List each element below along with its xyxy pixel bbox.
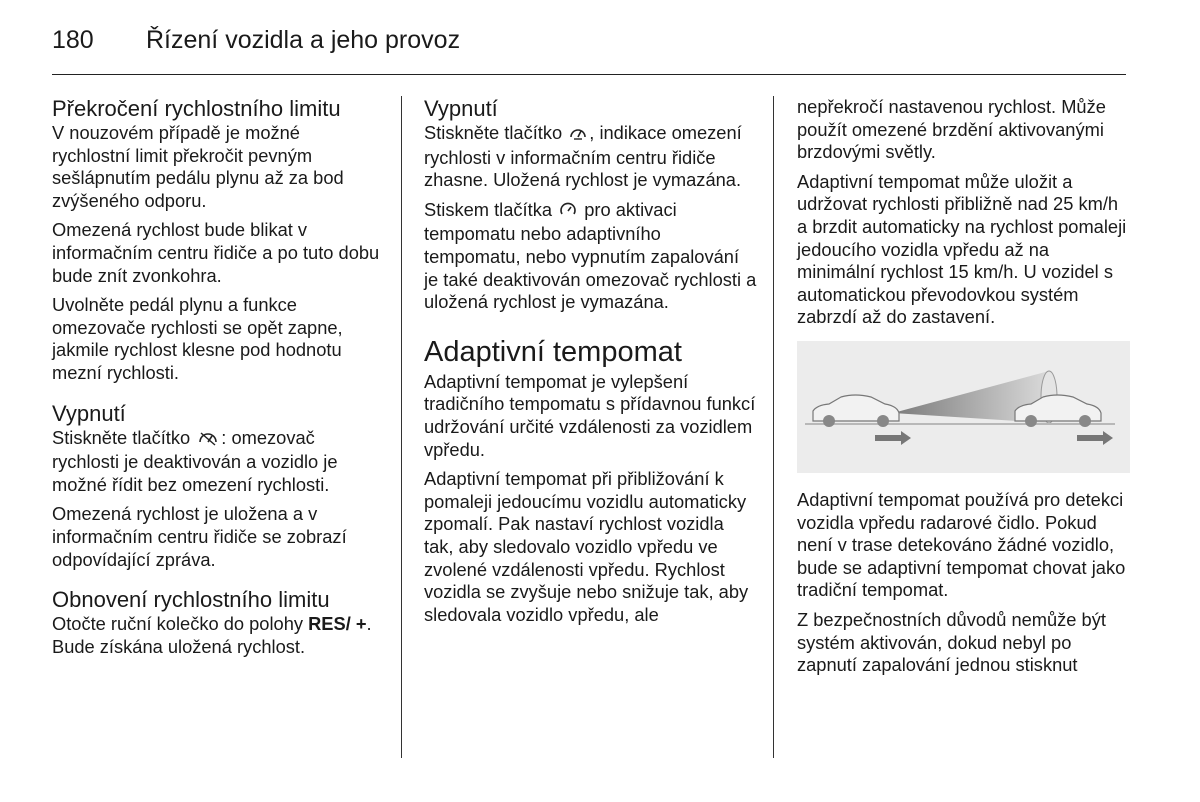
paragraph: V nouzovém případě je možné rychlostní limit překročit pevným sešlápnutím pedálu plynu až za bod zvýšeného odporu. [52,122,344,211]
page-number: 180 [52,26,94,54]
section-heading: Obnovení rychlostního limitu [52,587,330,613]
paragraph: Stiskněte tlačítko : omezovač rychlosti je deaktivován a vozidlo je možné řídit bez omezení rychlosti. [52,426,338,495]
cruise-control-icon [559,201,577,224]
direction-arrow [1077,431,1113,445]
section-heading: Vypnutí [424,96,498,121]
section-heading: Vypnutí [52,400,126,426]
column-divider [773,96,774,758]
paragraph: Stiskněte tlačítko , indikace omezení rychlosti v informačním centru řidiče zhasne. Uložená rychlost je vymazána. [424,122,742,191]
adaptive-cruise-illustration [797,341,1130,473]
column-3 [797,96,1130,684]
direction-arrow [875,431,911,445]
bold-term: RES/ + [308,613,367,635]
speed-limiter-off-icon [197,429,219,452]
page-header [52,22,1126,75]
chapter-title: Řízení vozidla a jeho provoz [146,26,461,54]
paragraph: Adaptivní tempomat je vylepšení tradičního tempomatu s přídavnou funkcí udržování určité vzdálenosti za vozidlem vpředu. [424,370,756,460]
column-1 [52,96,382,665]
column-2 [424,96,758,633]
paragraph: Otočte ruční kolečko do polohy RES/ +. Bude získána uložená rychlost. [52,613,372,657]
ego-car [813,395,899,427]
paragraph: nepřekročí nastavenou rychlost. Může použít omezené brzdění aktivovanými brzdovými světly. [797,96,1106,163]
paragraph: Stiskem tlačítka pro aktivaci tempomatu nebo adaptivního tempomatu, nebo vypnutím zapalování je také deaktivován omezovač rychlosti a uložená rychlost je vymazána. [424,198,757,313]
paragraph: Uvolněte pedál plynu a funkce omezovače rychlosti se opět zapne, jakmile rychlost klesne pod hodnotu mezní rychlosti. [52,294,343,383]
paragraph: Omezená rychlost bude blikat v informačním centru řidiče a po tuto dobu bude znít zvonkohra. [52,219,380,286]
paragraph: Adaptivní tempomat používá pro detekci vozidla vpředu radarové čidlo. Pokud není v trase detekováno žádné vozidlo, bude se adaptivní tempomat chovat jako tradiční tempomat. [797,488,1126,601]
paragraph: Z bezpečnostních důvodů nemůže být systém aktivován, dokud nebyl po zapnutí zapalování jednou stisknut [797,608,1106,676]
section-heading: Překročení rychlostního limitu [52,96,341,121]
section-title: Adaptivní tempomat [424,335,682,368]
paragraph: Adaptivní tempomat může uložit a udržovat rychlosti přibližně nad 25 km/h a brzdit automaticky na rychlost pomaleji jedoucího vozidla vpředu až na minimální rychlost 15 km/h. U vozidel s automatickou převodovkou systém zabrzdí až do zastavení. [797,170,1127,328]
column-divider [401,96,402,758]
speed-limiter-icon [569,124,587,147]
paragraph: Adaptivní tempomat při přibližování k pomaleji jedoucímu vozidlu automaticky zpomalí. Pak nastaví rychlost vozidla tak, aby sledovalo vozidlo vpředu ve zvolené vzdálenosti vpředu. Rychlost vozidla se zvyšuje nebo snižuje tak, aby sledovala vozidlo vpředu, ale [424,468,749,625]
paragraph: Omezená rychlost je uložena a v informačním centru řidiče se zobrazí odpovídající zpráva. [52,503,347,570]
